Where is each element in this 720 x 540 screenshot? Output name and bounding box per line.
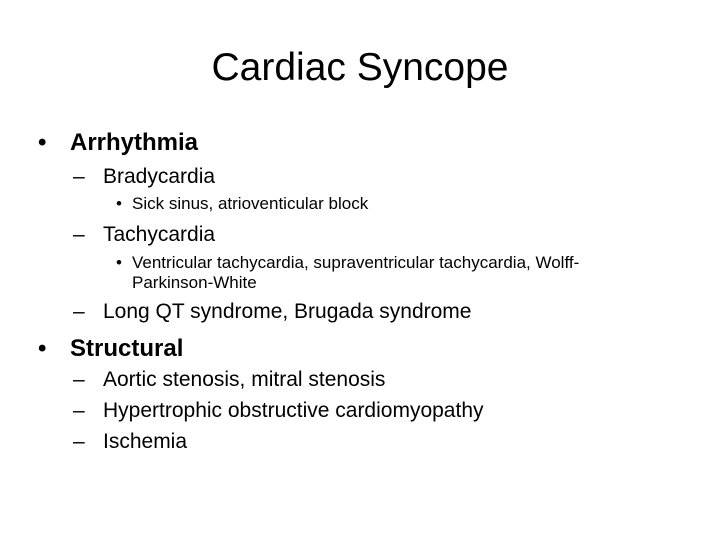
sub-bullet-ischemia <box>73 429 188 455</box>
detail-bullet <box>116 194 369 214</box>
bullet-structural <box>38 334 184 364</box>
bullet-text: Arrhythmia <box>70 129 199 156</box>
sub-bullet-bradycardia <box>73 164 216 190</box>
sub-bullet-long-qt <box>73 299 472 325</box>
dash-icon: – <box>73 430 85 453</box>
sub-bullet-text: Aortic stenosis, mitral stenosis <box>103 368 386 391</box>
bullet-text: Structural <box>70 335 184 362</box>
detail-bullet <box>116 253 580 273</box>
dash-icon: – <box>73 368 85 391</box>
sub-bullet-text: Hypertrophic obstructive cardiomyopathy <box>103 399 484 422</box>
bullet-arrhythmia <box>38 128 199 158</box>
sub-bullet-text: Tachycardia <box>103 223 216 246</box>
dash-icon: – <box>73 165 85 188</box>
detail-continuation <box>132 273 257 293</box>
bullet-dot-icon: • <box>38 129 47 156</box>
sub-bullet-text: Bradycardia <box>103 165 216 188</box>
sub-bullet-text: Ischemia <box>103 430 188 453</box>
dash-icon: – <box>73 399 85 422</box>
sub-bullet-aortic <box>73 367 386 393</box>
bullet-dot-icon: • <box>116 253 122 272</box>
dash-icon: – <box>73 300 85 323</box>
detail-text: Ventricular tachycardia, supraventricular tachycardia, Wolff- <box>132 253 580 272</box>
detail-text: Sick sinus, atrioventicular block <box>132 194 369 213</box>
sub-bullet-text: Long QT syndrome, Brugada syndrome <box>103 300 472 323</box>
bullet-dot-icon: • <box>116 194 122 213</box>
bullet-dot-icon: • <box>38 335 47 362</box>
slide-title: Cardiac Syncope <box>211 46 509 89</box>
sub-bullet-tachycardia <box>73 222 216 248</box>
detail-text: Parkinson-White <box>132 273 257 292</box>
sub-bullet-hocm <box>73 398 484 424</box>
dash-icon: – <box>73 223 85 246</box>
